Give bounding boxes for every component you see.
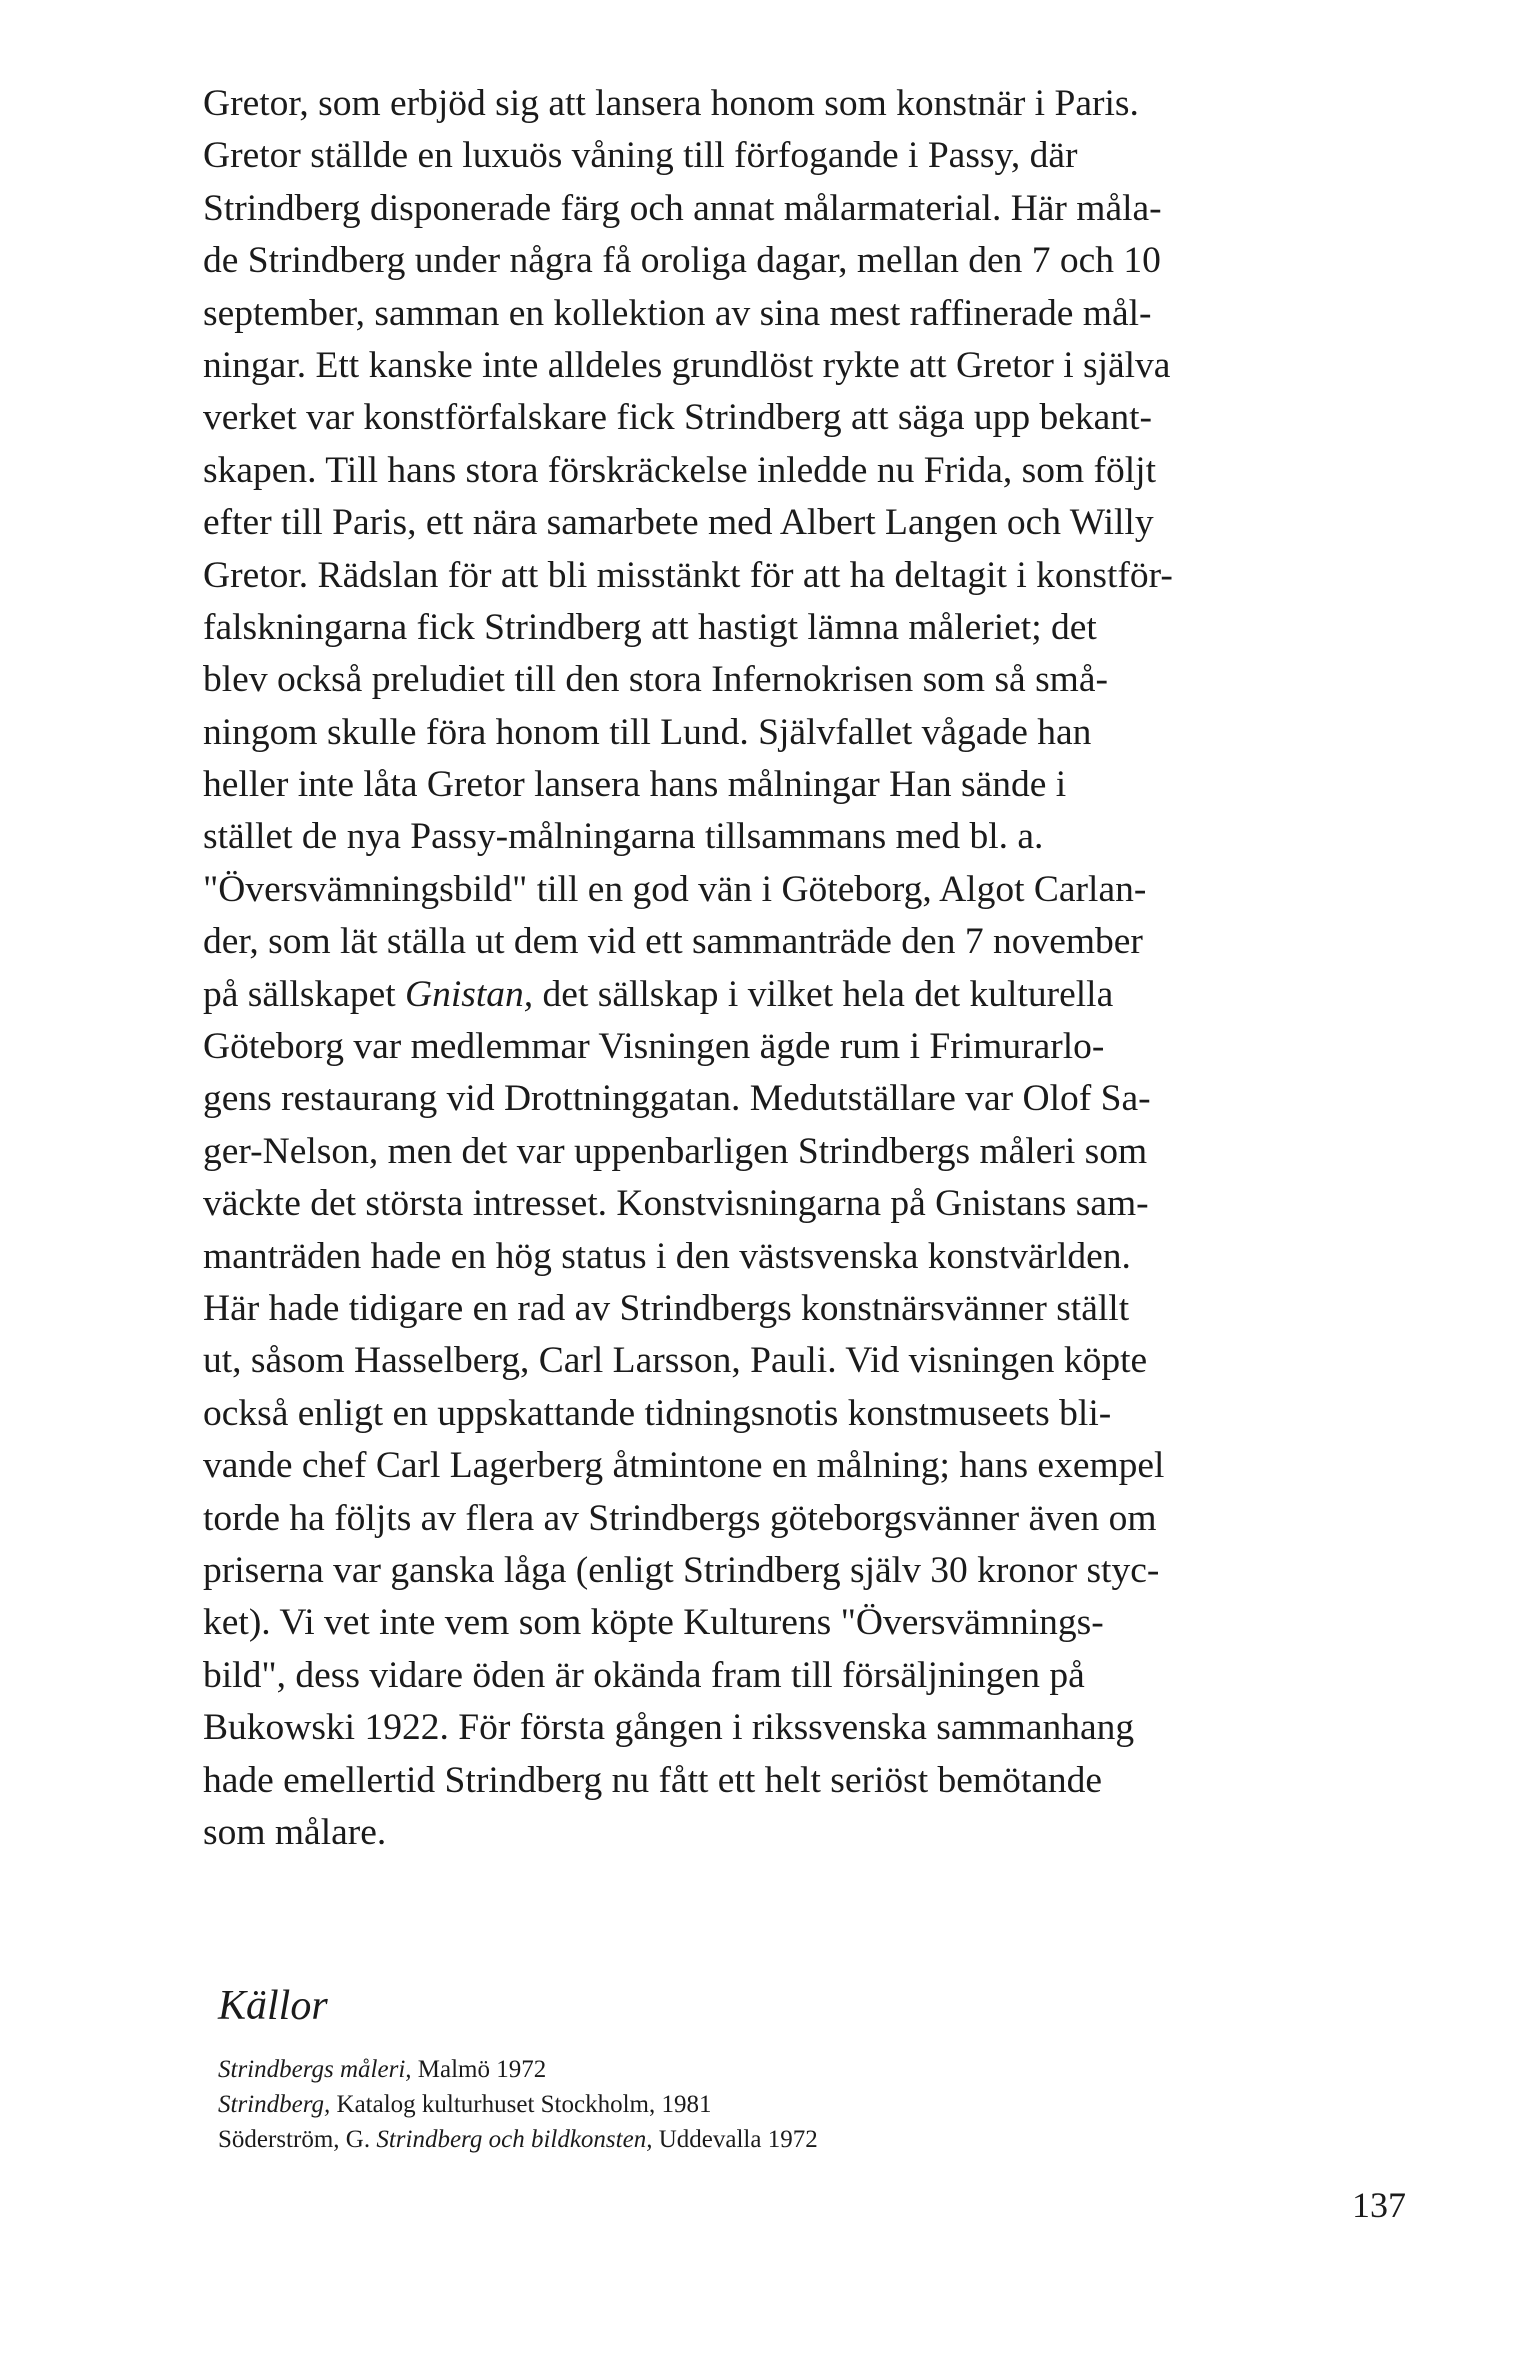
italic-title-gnistan: Gnistan, <box>405 973 534 1015</box>
text-line: också enligt en uppskattande tidningsnotis konstmuseets bli- <box>203 1392 1112 1434</box>
text-line: verket var konstförfalskare fick Strindberg att säga upp bekant- <box>203 397 1152 439</box>
source-details: Katalog kulturhuset Stockholm, 1981 <box>330 2091 712 2118</box>
source-entry <box>218 2052 1318 2087</box>
body-text <box>203 78 1423 1859</box>
text-line: de Strindberg under några få oroliga dagar, mellan den 7 och 10 <box>203 240 1161 282</box>
source-details: Uddevalla 1972 <box>652 2126 818 2153</box>
text-line: Gretor, som erbjöd sig att lansera honom som konstnär i Paris. <box>203 83 1139 124</box>
text-line: bild", dess vidare öden är okända fram till försäljningen på <box>203 1654 1085 1696</box>
source-entry <box>218 2087 1318 2122</box>
text-line: skapen. Till hans stora förskräckelse inledde nu Frida, som följt <box>203 449 1156 491</box>
text-line: "Översvämningsbild" till en god vän i Göteborg, Algot Carlan- <box>203 868 1147 910</box>
text-line: ningom skulle föra honom till Lund. Självfallet vågade han <box>203 711 1092 753</box>
text-line: der, som lät ställa ut dem vid ett sammanträde den 7 november <box>203 921 1143 963</box>
text-line: priserna var ganska låga (enligt Strindberg själv 30 kronor styc- <box>203 1549 1160 1591</box>
source-prefix: Söderström, G. <box>218 2126 377 2153</box>
text-line: stället de nya Passy-målningarna tillsammans med bl. a. <box>203 816 1044 858</box>
source-title: Strindberg och bildkonsten, <box>376 2126 653 2153</box>
text-line: Strindberg disponerade färg och annat målarmaterial. Här måla- <box>203 187 1162 229</box>
source-entry <box>218 2122 1318 2157</box>
text-line: falskningarna fick Strindberg att hastigt lämna måleriet; det <box>203 606 1097 648</box>
text-line: heller inte låta Gretor lansera hans målningar Han sände i <box>203 764 1067 806</box>
text-line: Göteborg var medlemmar Visningen ägde rum i Frimurarlo- <box>203 1026 1105 1068</box>
text-line: ut, såsom Hasselberg, Carl Larsson, Pauli. Vid visningen köpte <box>203 1340 1148 1382</box>
text-line: som målare. <box>203 1811 387 1853</box>
text-line: ger-Nelson, men det var uppenbarligen Strindbergs måleri som <box>203 1130 1148 1172</box>
text-line: hade emellertid Strindberg nu fått ett helt seriöst bemötande <box>203 1759 1103 1801</box>
text-line-with-italic <box>203 969 1423 1021</box>
sources-heading: Källor <box>218 1983 328 2029</box>
text-segment: det sällskap i vilket hela det kulturella <box>533 973 1114 1015</box>
text-line: manträden hade en hög status i den västsvenska konstvärlden. <box>203 1235 1131 1277</box>
text-line: ningar. Ett kanske inte alldeles grundlöst rykte att Gretor i själva <box>203 344 1171 386</box>
text-line: Här hade tidigare en rad av Strindbergs konstnärsvänner ställt <box>203 1287 1130 1329</box>
text-line: Bukowski 1922. För första gången i rikssvenska sammanhang <box>203 1707 1135 1749</box>
text-line: torde ha följts av flera av Strindbergs göteborgsvänner även om <box>203 1497 1157 1539</box>
text-line: blev också preludiet till den stora Infernokrisen som så små- <box>203 659 1108 701</box>
text-line: gens restaurang vid Drottninggatan. Medutställare var Olof Sa- <box>203 1078 1151 1120</box>
text-line: Gretor ställde en luxuös våning till förfogande i Passy, där <box>203 135 1078 177</box>
sources-section <box>218 1978 1318 2157</box>
text-line: september, samman en kollektion av sina mest raffinerade mål- <box>203 292 1152 334</box>
source-title: Strindbergs måleri, <box>218 2056 412 2083</box>
page-number: 137 <box>1352 2185 1406 2225</box>
text-line: Gretor. Rädslan för att bli misstänkt för att ha deltagit i konstför- <box>203 554 1173 596</box>
text-line: vande chef Carl Lagerberg åtmintone en målning; hans exempel <box>203 1445 1165 1487</box>
source-details: Malmö 1972 <box>411 2056 547 2083</box>
text-line: ket). Vi vet inte vem som köpte Kulturens "Översvämnings- <box>203 1602 1104 1644</box>
text-line: efter till Paris, ett nära samarbete med Albert Langen och Willy <box>203 502 1154 544</box>
text-segment: på sällskapet <box>203 973 406 1015</box>
text-line: väckte det största intresset. Konstvisningarna på Gnistans sam- <box>203 1183 1149 1225</box>
source-title: Strindberg, <box>218 2091 331 2118</box>
